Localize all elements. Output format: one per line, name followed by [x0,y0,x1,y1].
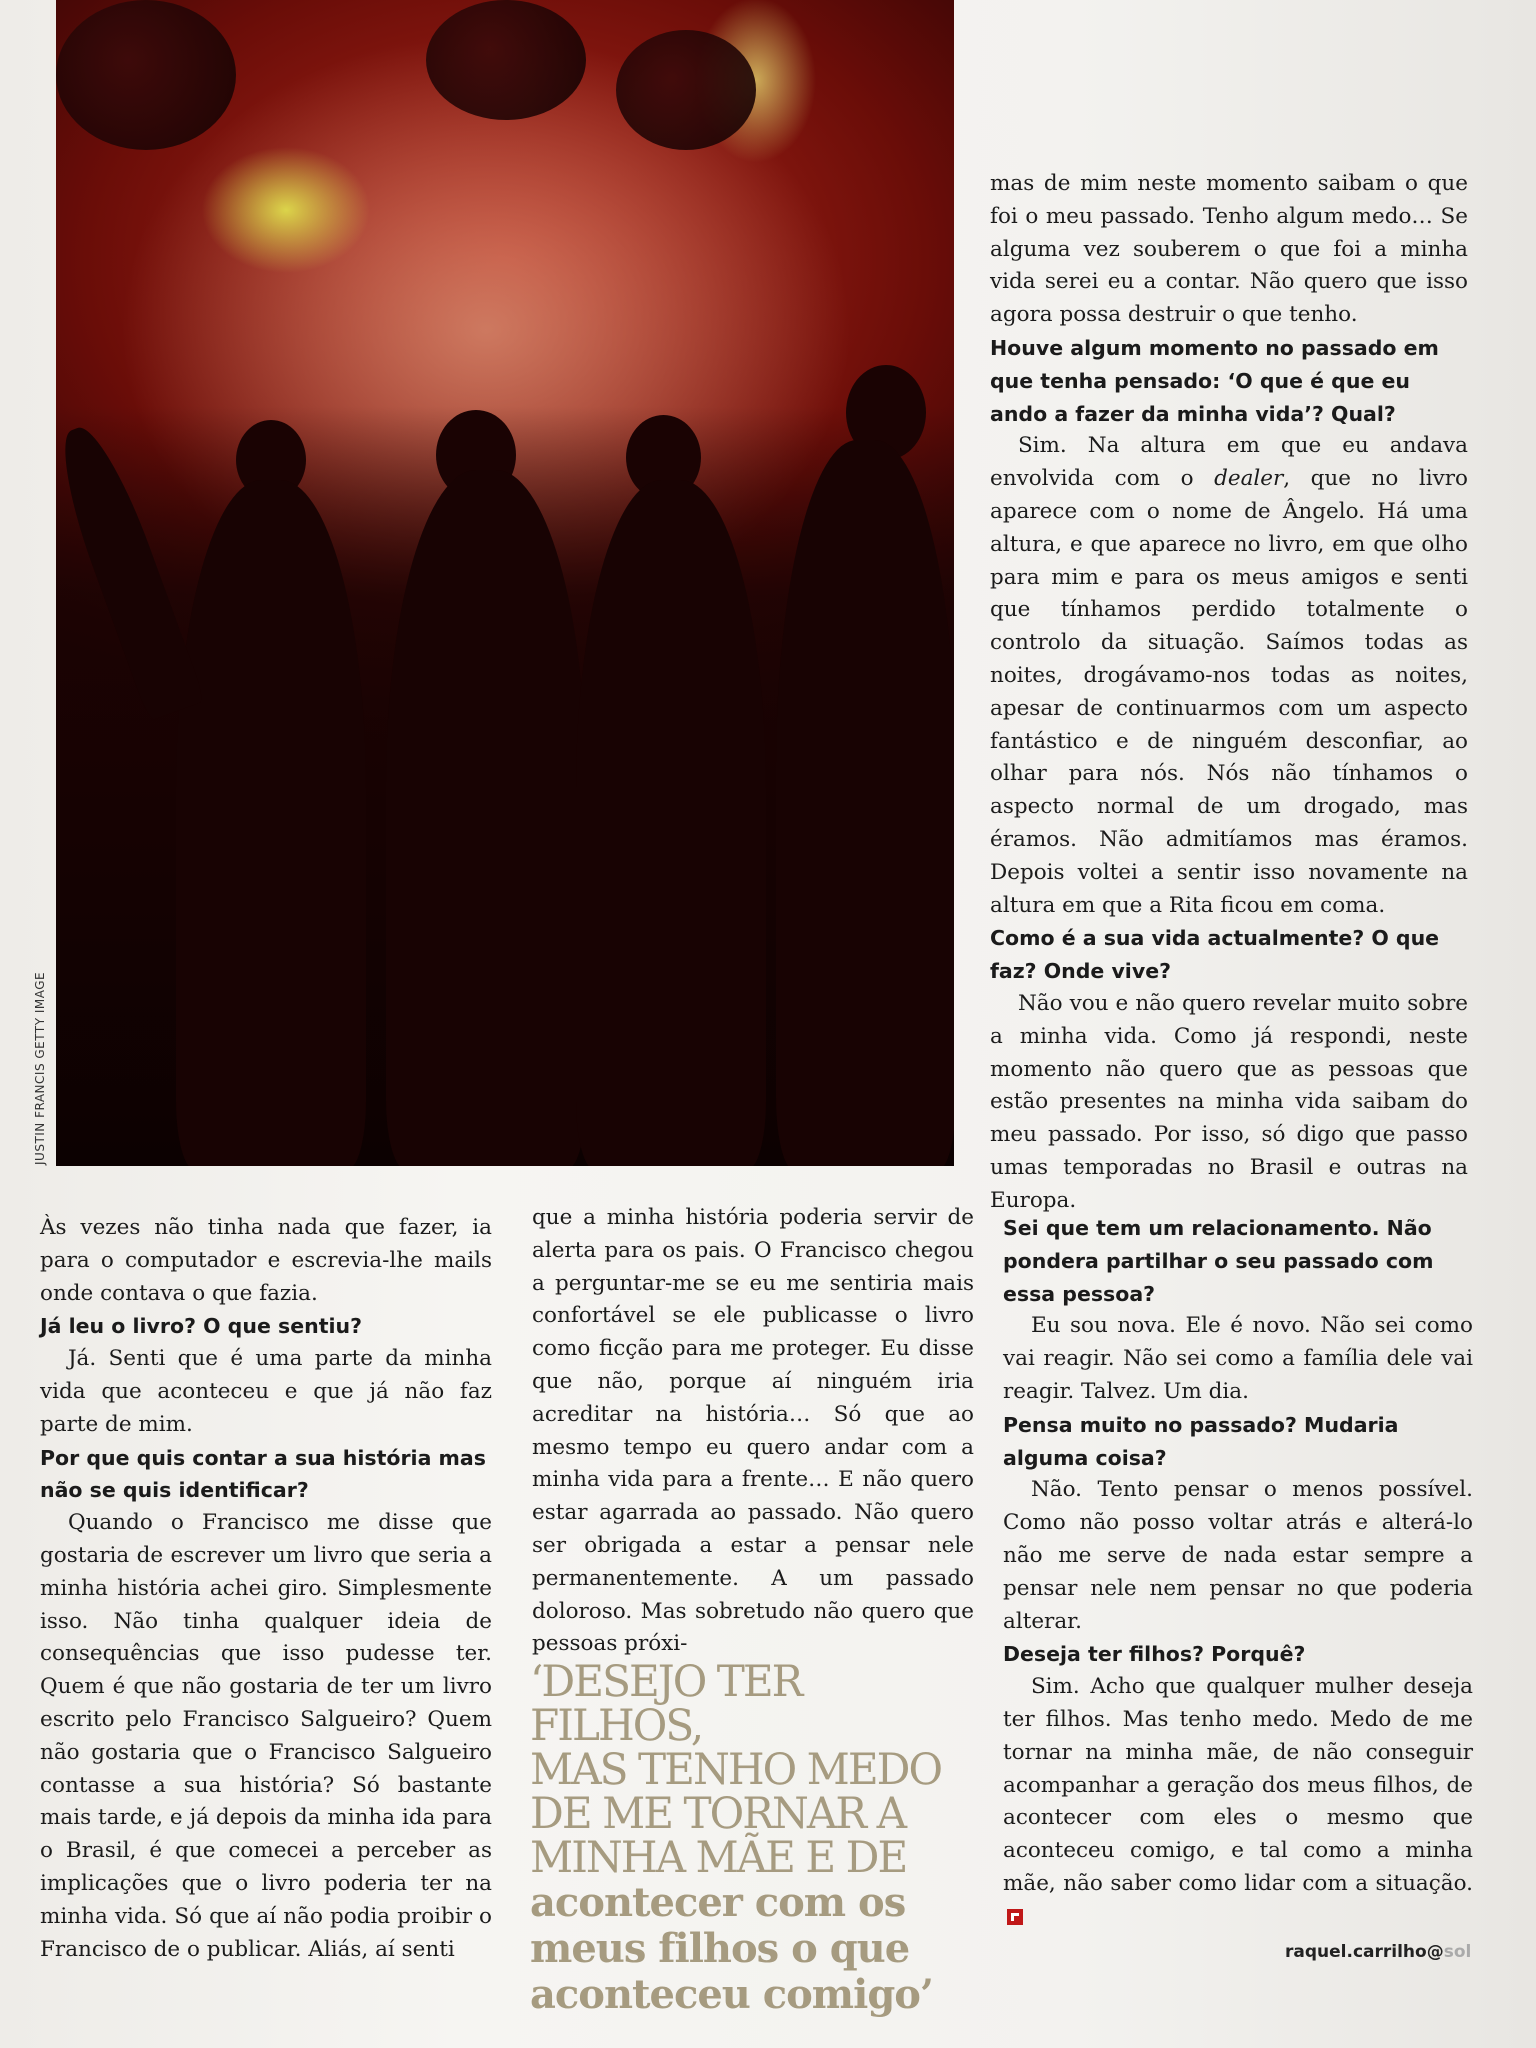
interview-question: Sei que tem um relacionamento. Não pondera partilhar o seu passado com essa pessoa? [1003,1216,1434,1306]
interview-question: Houve algum momento no passado em que tenha pensado: ‘O que é que eu ando a fazer da minha vida’? Qual? [990,335,1439,426]
paragraph: Quando o Francisco me disse que gostaria de escrever um livro que seria a minha história achei giro. Simplesmente isso. Não tinha qualquer ideia de consequências que isso pudesse ter. Quem é que não gostaria de ter um livro escrito pelo Francisco Salgueiro? Quem não gostaria que o Francisco Salgueiro contasse a sua história? Só bastante mais tarde, e já depois da minha ida para o Brasil, é que comecei a perceber as implicações que o livro poderia ter na minha vida. Só que aí não podia proibir o Francisco de o publicar. Aliás, aí senti [40,1510,492,1962]
paragraph: Já. Senti que é uma parte da minha vida que aconteceu e que já não faz parte de mim. [40,1346,492,1437]
pull-quote [530,1657,990,2018]
article-column-2 [532,1202,974,1661]
article-column-1 [40,1212,492,1966]
italic-term: dealer [1214,466,1284,492]
interview-question: Pensa muito no passado? Mudaria alguma coisa? [1003,1412,1399,1470]
paragraph: Sim. Acho que qualquer mulher deseja ter filhos. Mas tenho medo. Medo de me tornar na minha mãe, de não conseguir acompanhar a geração dos meus filhos, de acontecer com eles o mesmo que aconteceu comigo, e tal como a minha mãe, não saber como lidar com a situação. [1003,1671,1473,1933]
pull-quote-line: acontecer com os [530,1879,906,1926]
pull-quote-line: aconteceu comigo’ [530,1971,933,2018]
paragraph: Não. Tento pensar o menos possível. Como não posso voltar atrás e alterá-lo não me serve de nada estar sempre a pensar nele nem pensar no que poderia alterar. [1003,1477,1473,1634]
article-column-3-continued [1003,1212,1473,1934]
nightclub-photo [56,0,954,1166]
interview-question: Já leu o livro? O que sentiu? [40,1314,363,1339]
pull-quote-line: ‘DESEJO TER FILHOS, [530,1657,802,1751]
photo-credit: JUSTIN FRANCIS GETTY IMAGE [33,971,47,1165]
paragraph: Às vezes não tinha nada que fazer, ia para o computador e escrevia-lhe mails onde contava o que fazia. [40,1215,492,1306]
pull-quote-line: MINHA MÃE E DE [530,1833,907,1883]
paragraph: Sim. Na altura em que eu andava envolvida com o dealer, que no livro aparece com o nome de Ângelo. Há uma altura, e que aparece no livro, em que olho para mim e para os meus amigos e senti que tínhamos perdido totalmente o controlo da situação. Saímos todas as noites, drogávamo-nos todas as noites, apesar de continuarmos com um aspecto fantástico e de ninguém desconfiar, ao olhar para nós. Nós não tínhamos o aspecto normal de um drogado, mas éramos. Não admitíamos mas éramos. Depois voltei a sentir isso novamente na altura em que a Rita ficou em coma. [990,433,1468,918]
pull-quote-line: DE ME TORNAR A [530,1789,906,1839]
end-of-article-icon [1007,1909,1023,1925]
paragraph: Não vou e não quero revelar muito sobre a minha vida. Como já respondi, neste momento não quero que as pessoas que estão presentes na minha vida saibam do meu passado. Por isso, só digo que passo umas temporadas no Brasil e outras na Europa. [990,990,1468,1213]
paragraph: Eu sou nova. Ele é novo. Não sei como vai reagir. Não sei como a família dele vai reagir. Talvez. Um dia. [1003,1313,1473,1404]
interview-question: Como é a sua vida actualmente? O que faz? Onde vive? [990,926,1440,984]
paragraph: mas de mim neste momento saibam o que foi o meu passado. Tenho algum medo… Se alguma vez souberem o que foi a minha vida serei eu a contar. Não quero que isso agora possa destruir o que tenho. [990,171,1468,328]
pull-quote-line: MAS TENHO MEDO [530,1745,942,1795]
pull-quote-line: meus filhos o que [530,1925,910,1972]
paragraph: que a minha história poderia servir de alerta para os pais. O Francisco chegou a perguntar-me se eu me sentiria mais confortável se ele publicasse o livro como ficção para me proteger. Eu disse que não, porque aí ninguém iria acreditar na história… Só que ao mesmo tempo eu quero andar com a minha vida para a frente… E não quero estar agarrada ao passado. Não quero ser obrigada a estar a pensar nele permanentemente. A um passado doloroso. Mas sobretudo não quero que pessoas próxi- [532,1205,974,1657]
interview-question: Deseja ter filhos? Porquê? [1003,1642,1306,1667]
author-email[interactable]: raquel.carrilho@sol [1285,1942,1472,1962]
article-column-3 [990,168,1468,1218]
interview-question: Por que quis contar a sua história mas não se quis identificar? [40,1445,486,1503]
